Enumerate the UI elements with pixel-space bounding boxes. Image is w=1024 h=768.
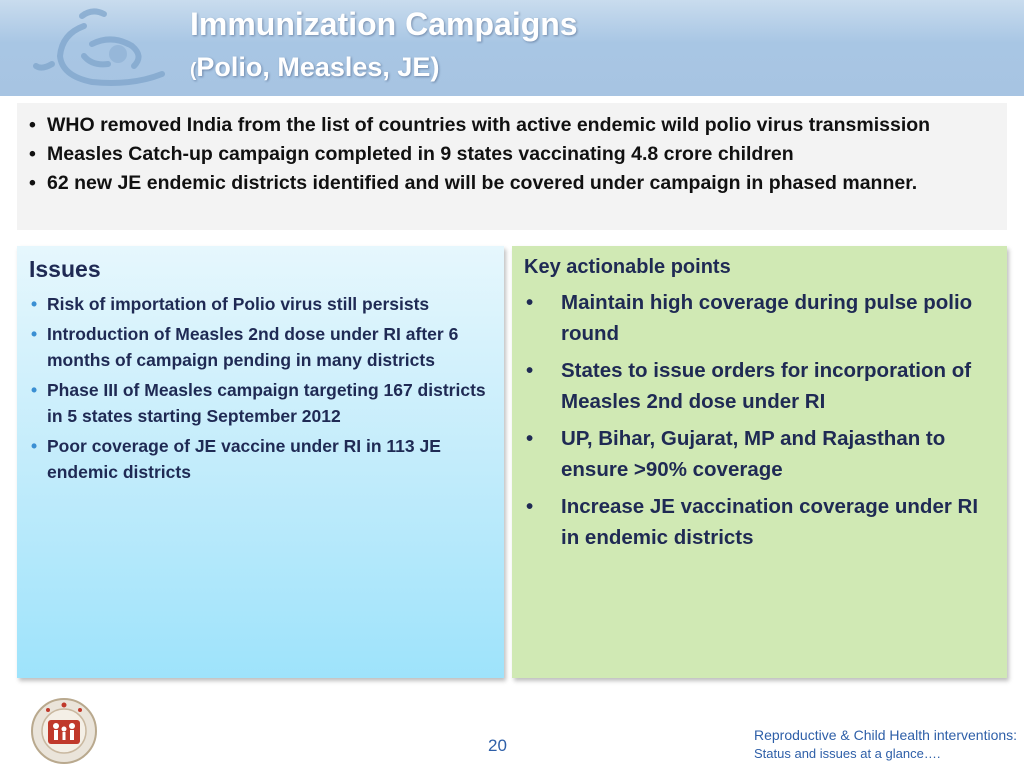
bullet-icon: • [526, 427, 534, 450]
page-title: Immunization Campaigns [190, 6, 578, 42]
page-subtitle [190, 52, 439, 83]
issue-item: • Risk of importation of Polio virus still persists [29, 291, 490, 317]
summary-item: • Measles Catch-up campaign completed in 9 states vaccinating 4.8 crore children [29, 140, 997, 169]
bullet-icon: • [526, 495, 534, 518]
bullet-icon: • [31, 324, 38, 344]
page-number: 20 [488, 736, 507, 755]
action-item: • States to issue orders for incorporation of Measles 2nd dose under RI [524, 355, 993, 417]
issues-list [29, 291, 490, 485]
actions-heading: Key actionable points [524, 256, 731, 278]
issue-item: • Poor coverage of JE vaccine under RI in 113 JE endemic districts [29, 433, 490, 485]
subtitle-text: Polio, Measles, JE [196, 52, 431, 82]
footer-subtitle: Status and issues at a glance…. [754, 746, 941, 761]
summary-item: • WHO removed India from the list of countries with active endemic wild polio virus transmission [29, 111, 997, 140]
ministry-emblem-icon [18, 696, 110, 766]
action-item: • Maintain high coverage during pulse polio round [524, 287, 993, 349]
bullet-icon: • [31, 436, 38, 456]
issue-item: • Introduction of Measles 2nd dose under RI after 6 months of campaign pending in many districts [29, 321, 490, 373]
subtitle-close-paren: ) [430, 52, 440, 82]
bullet-icon: • [526, 291, 534, 314]
bullet-icon: • [526, 359, 534, 382]
bullet-icon: • [31, 294, 38, 314]
mother-child-logo-icon [22, 4, 172, 92]
summary-list [29, 111, 997, 198]
footer-title: Reproductive & Child Health interventions: [754, 727, 1018, 743]
bullet-icon: • [29, 114, 36, 136]
actions-list [524, 287, 993, 553]
issues-panel [17, 246, 504, 678]
bullet-icon: • [29, 172, 36, 194]
action-item: • Increase JE vaccination coverage under RI in endemic districts [524, 491, 993, 553]
actions-panel [512, 246, 1007, 678]
summary-box [17, 103, 1007, 230]
action-item: • UP, Bihar, Gujarat, MP and Rajasthan to ensure >90% coverage [524, 423, 993, 485]
summary-item: • 62 new JE endemic districts identified and will be covered under campaign in phased manner. [29, 169, 997, 198]
header-band [0, 0, 1024, 96]
subtitle-open-paren: ( [190, 60, 197, 81]
issue-item: • Phase III of Measles campaign targeting 167 districts in 5 states starting September 2012 [29, 377, 490, 429]
bullet-icon: • [29, 143, 36, 165]
issues-heading: Issues [29, 256, 101, 282]
bullet-icon: • [31, 380, 38, 400]
